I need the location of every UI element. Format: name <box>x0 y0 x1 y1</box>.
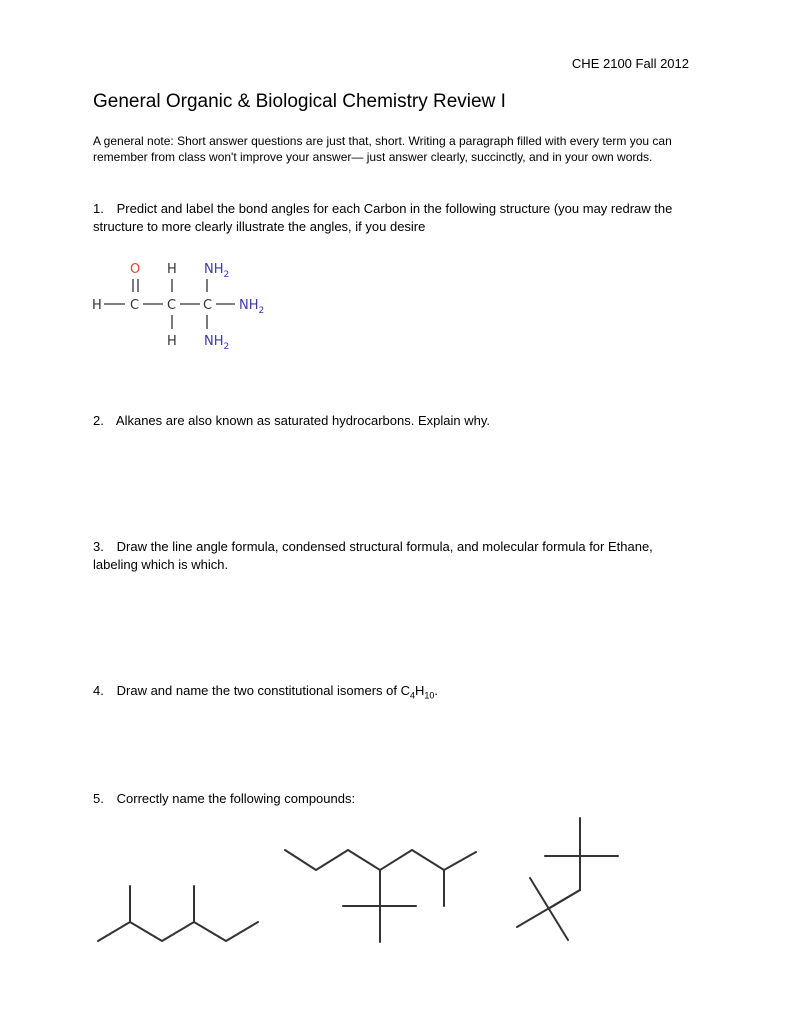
hydrogen-atom: H <box>92 298 102 313</box>
question-number: 2. <box>93 413 104 428</box>
subscript: 10 <box>424 690 435 701</box>
question-number: 5. <box>93 791 104 806</box>
question-text: Draw and name the two constitutional isomers of C <box>116 683 410 698</box>
question-text: H <box>415 683 425 698</box>
general-note: A general note: Short answer questions are just that, short. Writing a paragraph filled with every term you can remember from class won't improve your answer— just answer clearly, succinctly, and in your own words. <box>93 134 672 164</box>
question-3 <box>93 538 693 574</box>
question-2 <box>93 412 693 430</box>
amine-group: $NH_2$ <box>204 334 230 352</box>
carbon-atom: C <box>130 298 140 313</box>
question-text: Correctly name the following compounds: <box>116 791 356 806</box>
question-4 <box>93 682 693 705</box>
course-header: CHE 2100 Fall 2012 <box>571 56 689 71</box>
question-text: Draw the line angle formula, condensed structural formula, and molecular formula for Ethane, labeling which is which. <box>93 539 653 572</box>
hydrogen-atom: H <box>167 262 177 277</box>
question-number: 3. <box>93 539 104 554</box>
question-text: Alkanes are also known as saturated hydrocarbons. Explain why. <box>115 413 490 428</box>
compound-1-chain <box>98 922 258 941</box>
page-title: General Organic & Biological Chemistry Review I <box>93 91 506 112</box>
carbon-atom: C <box>167 298 177 313</box>
question-text: . <box>434 683 439 698</box>
carbon-atom: C <box>203 298 213 313</box>
question-text: Predict and label the bond angles for each Carbon in the following structure (you may redraw the structure to more clearly illustrate the angles, if you desire <box>93 201 673 234</box>
subscript: 4 <box>409 690 415 701</box>
amino-structure-diagram <box>88 255 288 355</box>
compound-2-chain <box>285 850 476 870</box>
question-number: 1. <box>93 201 104 216</box>
compound-3-branch <box>517 890 580 927</box>
question-5 <box>93 790 693 808</box>
hydrogen-atom: H <box>167 334 177 349</box>
skeletal-structures <box>0 810 791 1024</box>
oxygen-atom: O <box>130 262 141 277</box>
amine-group: $NH_2$ <box>204 262 230 280</box>
amine-group: $NH_2$ <box>239 298 265 316</box>
question-number: 4. <box>93 683 104 698</box>
question-1 <box>93 200 693 236</box>
